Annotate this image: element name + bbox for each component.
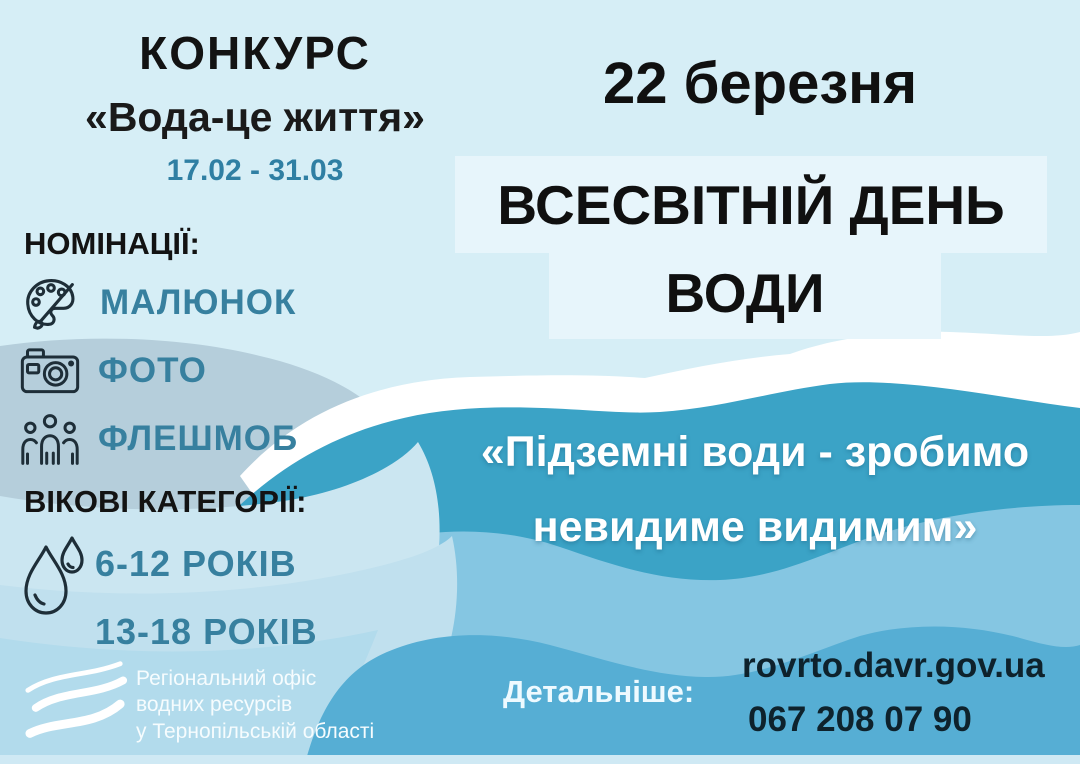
nomination-row-photo xyxy=(20,346,207,396)
nomination-row-drawing xyxy=(20,272,296,334)
slogan-line2: невидиме видимим» xyxy=(532,503,978,551)
people-icon xyxy=(20,412,80,466)
palette-icon xyxy=(20,272,82,334)
contest-title: КОНКУРС xyxy=(139,27,371,79)
river-swoosh-logo xyxy=(22,658,130,755)
phone-number: 067 208 07 90 xyxy=(748,700,972,739)
website-url: rovrto.davr.gov.ua xyxy=(742,646,1045,685)
contest-subtitle: «Вода-це життя» xyxy=(85,94,425,140)
nomination-label: ФОТО xyxy=(98,351,207,390)
contest-dates: 17.02 - 31.03 xyxy=(166,154,344,187)
age-categories-heading: ВІКОВІ КАТЕГОРІЇ: xyxy=(24,484,307,519)
event-title-line2: ВОДИ xyxy=(549,247,941,339)
nominations-heading: НОМІНАЦІЇ: xyxy=(24,226,200,261)
details-label: Детальніше: xyxy=(503,674,695,709)
nomination-label: МАЛЮНОК xyxy=(100,283,297,322)
organization-name xyxy=(136,666,374,745)
age-category-label: 13-18 РОКІВ xyxy=(95,611,318,652)
event-title-line1: ВСЕСВІТНІЙ ДЕНЬ xyxy=(455,156,1047,253)
event-date: 22 березня xyxy=(602,51,918,116)
organization-name-line: Регіональний офіс xyxy=(136,667,317,690)
organization-name-line: водних ресурсів xyxy=(136,693,293,717)
organization-name-line: у Тернопільській області xyxy=(136,719,375,743)
age-category-label: 6-12 РОКІВ xyxy=(95,543,297,584)
slogan-line1: «Підземні води - зробимо xyxy=(480,428,1030,476)
camera-icon xyxy=(20,346,80,396)
nomination-row-flashmob xyxy=(20,412,298,466)
nomination-label: ФЛЕШМОБ xyxy=(98,419,299,458)
water-drops-icon xyxy=(20,534,86,627)
